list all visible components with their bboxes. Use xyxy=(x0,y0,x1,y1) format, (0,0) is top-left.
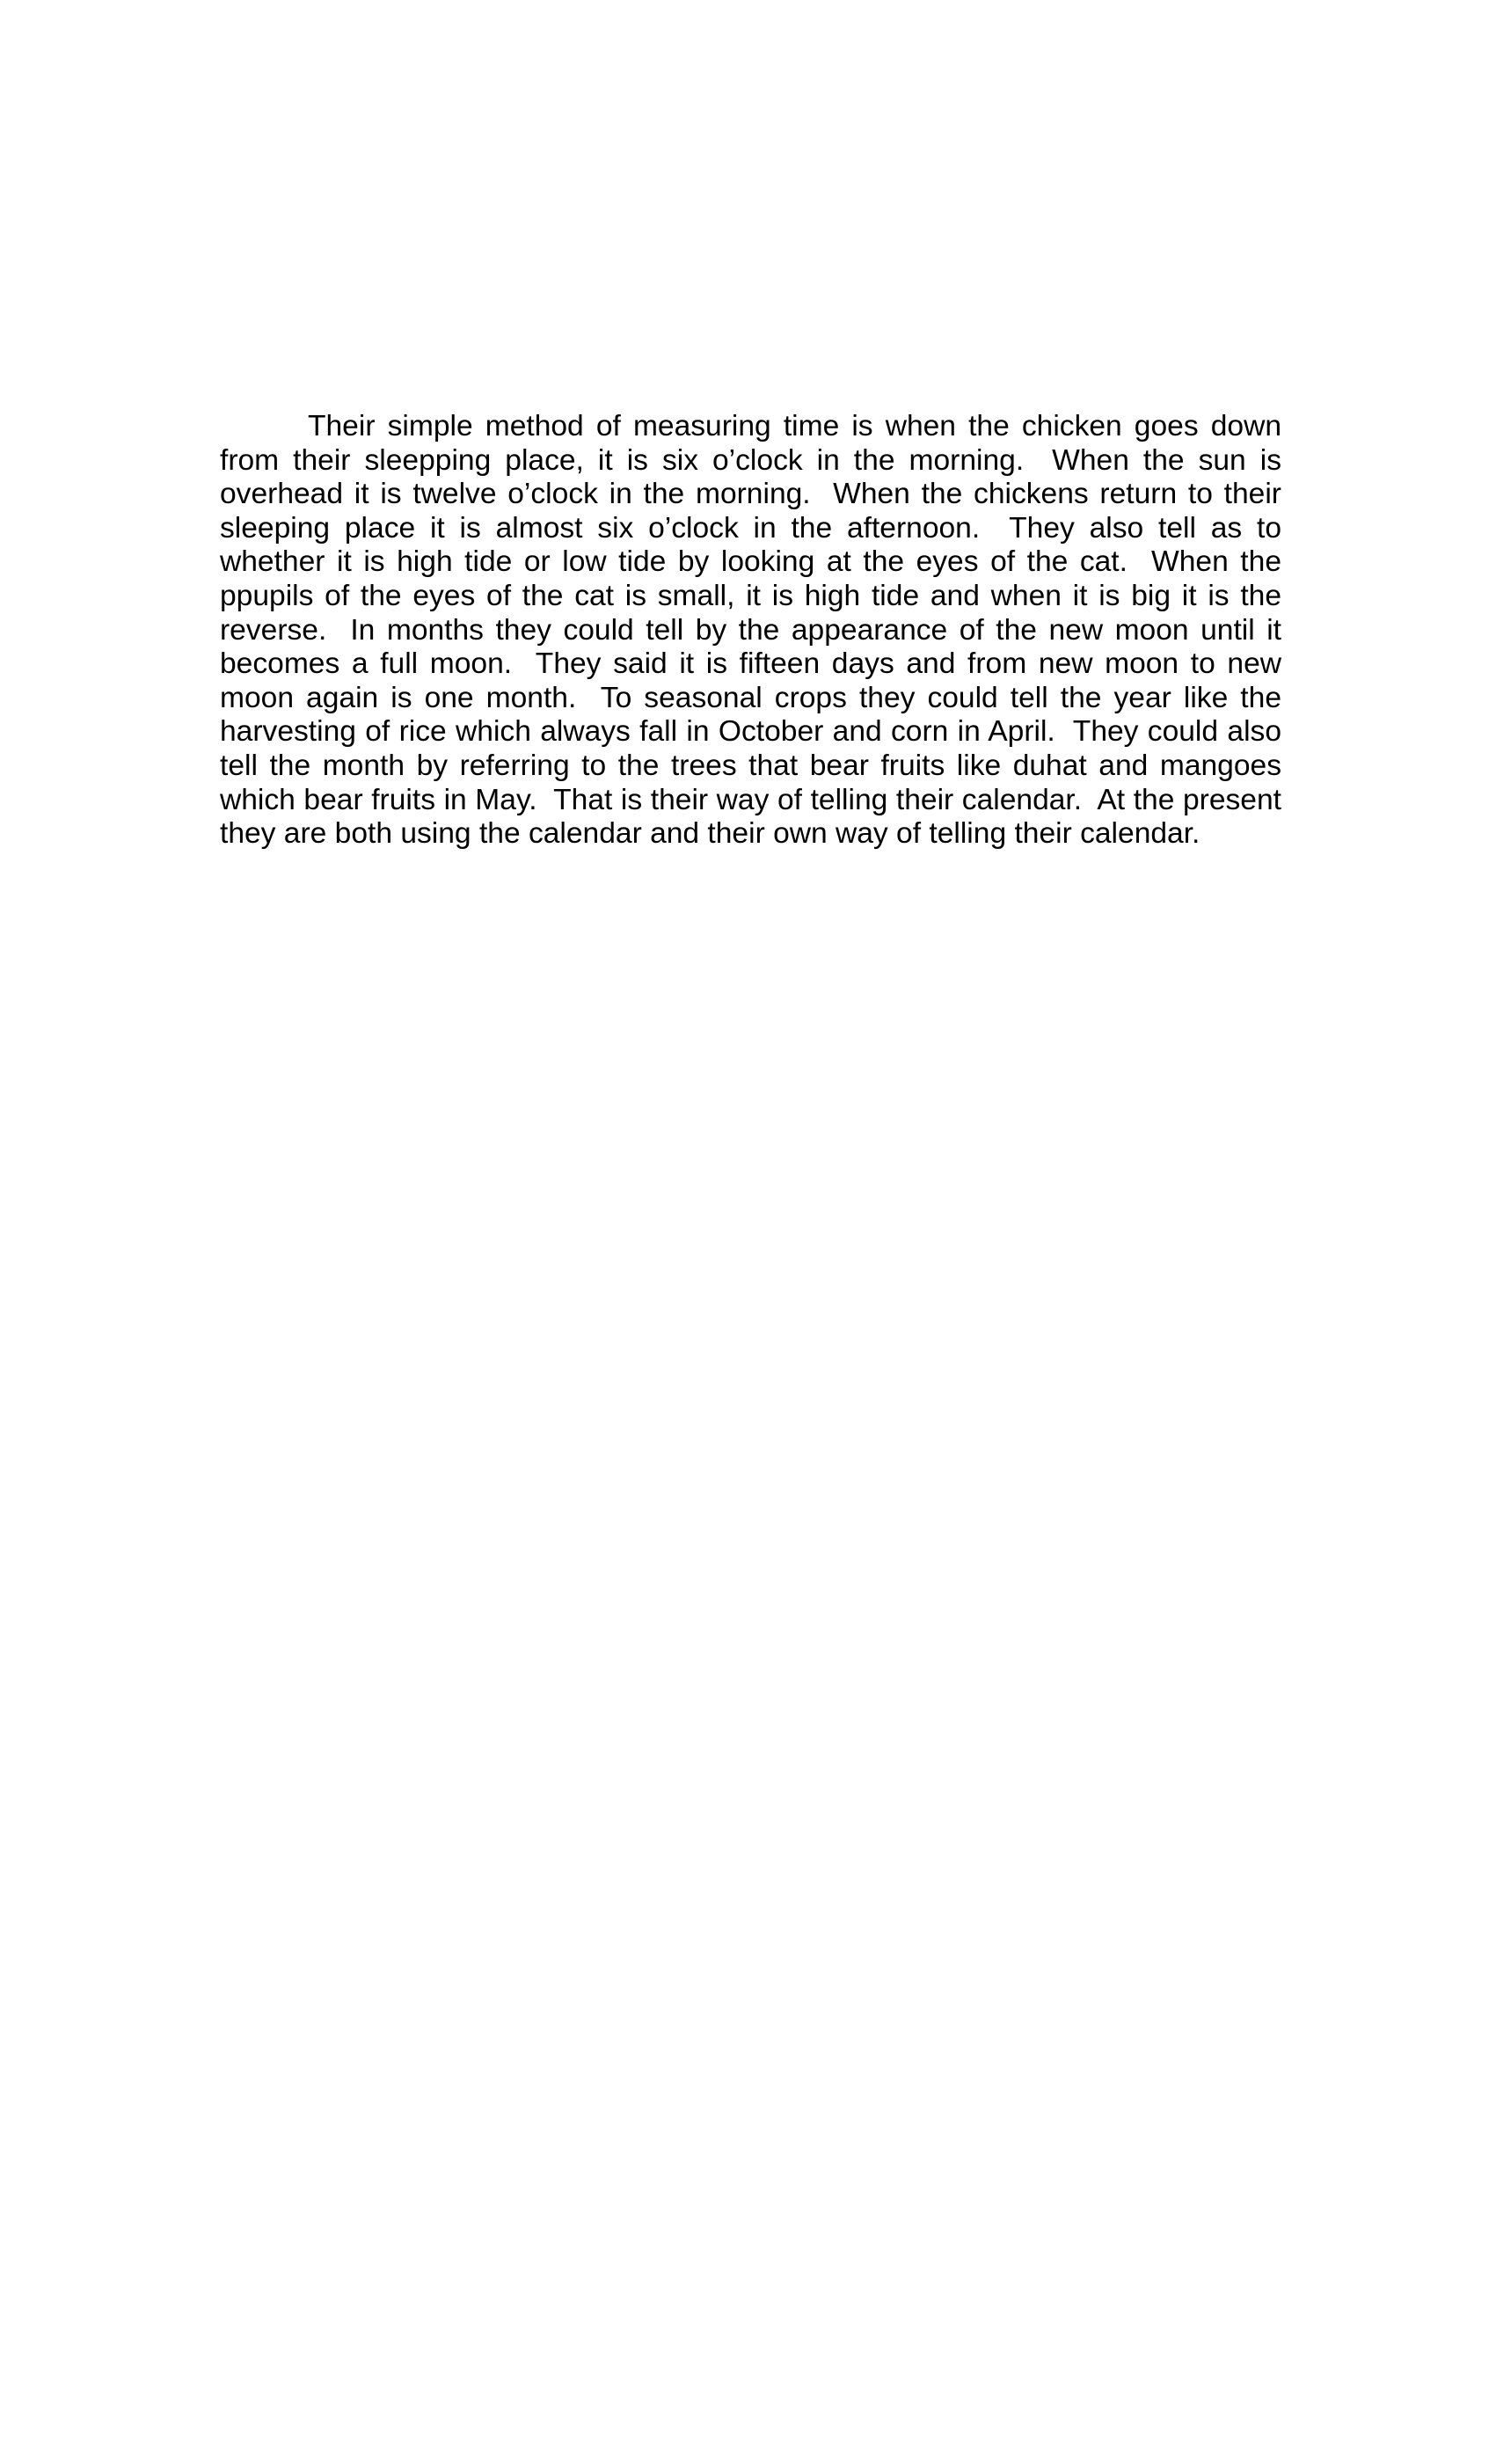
body-paragraph: Their simple method of measuring time is when the chicken goes down from their sleepping place, it is six o’clock in the morning. When the sun is overhead it is twelve o’clock in the morning. When the chickens return to their sleeping place it is almost six o’clock in the afternoon. They also tell as to whether it is high tide or low tide by looking at the eyes of the cat. When the ppupils of the eyes of the cat is small, it is high tide and when it is big it is the reverse. In months they could tell by the appearance of the new moon until it becomes a full moon. They said it is fifteen days and from new moon to new moon again is one month. To seasonal crops they could tell the year like the harvesting of rice which always fall in October and corn in April. They could also tell the month by referring to the trees that bear fruits like duhat and mangoes which bear fruits in May. That is their way of telling their calendar. At the present they are both using the calendar and their own way of telling their calendar. xyxy=(220,410,1290,851)
